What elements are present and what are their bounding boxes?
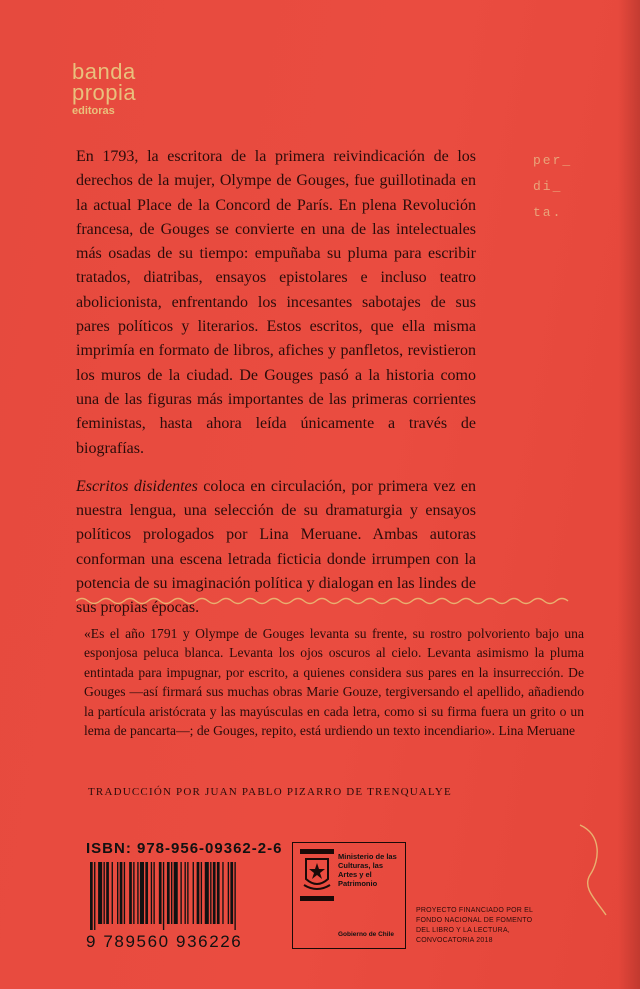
logo-line-2: propia	[72, 79, 137, 105]
ministry-logo-box	[292, 842, 406, 949]
synopsis	[76, 145, 476, 635]
decorative-swirl	[572, 820, 622, 920]
collection-mark-line-3: ta.	[533, 205, 563, 220]
logo-line-3: editoras	[72, 104, 115, 117]
translator-credit: TRADUCCIÓN POR JUAN PABLO PIZARRO DE TRENQUALYE	[88, 786, 452, 798]
publisher-logo	[72, 59, 137, 117]
chile-crest-icon	[300, 849, 334, 901]
barcode-icon	[88, 862, 280, 930]
book-title-italic: Escritos disidentes	[76, 477, 198, 495]
collection-mark-line-1: per_	[533, 153, 573, 168]
logo-line-1: banda	[72, 59, 136, 84]
isbn-label: ISBN: 978-956-09362-2-6	[86, 840, 283, 857]
decorative-wave-divider	[76, 594, 576, 608]
collection-mark-line-2: di_	[533, 179, 563, 194]
synopsis-paragraph-1: En 1793, la escritora de la primera reivindicación de los derechos de la mujer, Olympe de Gouges, fue guillotinada en la actual Place de la Concord de París. En plena Revolución francesa, de Gouges se convierte en una de las intelectuales más osadas de su tiempo: empuñaba su pluma para escribir tratados, diatribas, ensayos epistolares e incluso teatro abolicionista, enfrentando los incesantes sabotajes de sus pares políticos y literarios. Estos escritos, que ella misma imprimía en formato de libros, afiches y panfletos, revistieron los muros de la ciudad. De Gouges pasó a la historia como una de las figuras más importantes de las primeras corrientes feministas, hasta ahora leída únicamente a través de biografías.	[76, 148, 476, 457]
synopsis-paragraph-2-text: coloca en circulación, por primera vez en nuestra lengua, una selección de su dramaturgia y ensayos políticos prologados por Lina Meruane. Ambas autoras conforman una escena letrada ficticia donde irrumpen con la potencia de su imaginación política y dialogan en las lindes de sus propias épocas.	[76, 477, 476, 617]
funding-note: PROYECTO FINANCIADO POR EL FONDO NACIONAL DE FOMENTO DEL LIBRO Y LA LECTURA, CONVOCATORIA 2018	[416, 907, 533, 944]
barcode-digits: 9 789560 936226	[86, 932, 243, 951]
government-label: Gobierno de Chile	[338, 931, 394, 938]
collection-mark	[533, 148, 572, 226]
blurb-quote: «Es el año 1791 y Olympe de Gouges levanta su frente, su rostro polvoriento bajo una esponjosa peluca blanca. Levanta los ojos oscuros al cielo. Levanta asimismo la pluma entintada para impugnar, por escrito, a quienes considera sus pares en la insurrección. De Gouges —así firmará sus muchas obras Marie Gouze, tergiversando el apellido, añadiendo la partícula aristócrata y las mayúsculas en cada letra, como si su firma fuera un grito o un lema de pancarta—; de Gouges, repito, está urdiendo un texto incendiario». Lina Meruane	[84, 626, 584, 739]
ministry-name: Ministerio de las Culturas, las Artes y el Patrimonio	[338, 852, 397, 888]
